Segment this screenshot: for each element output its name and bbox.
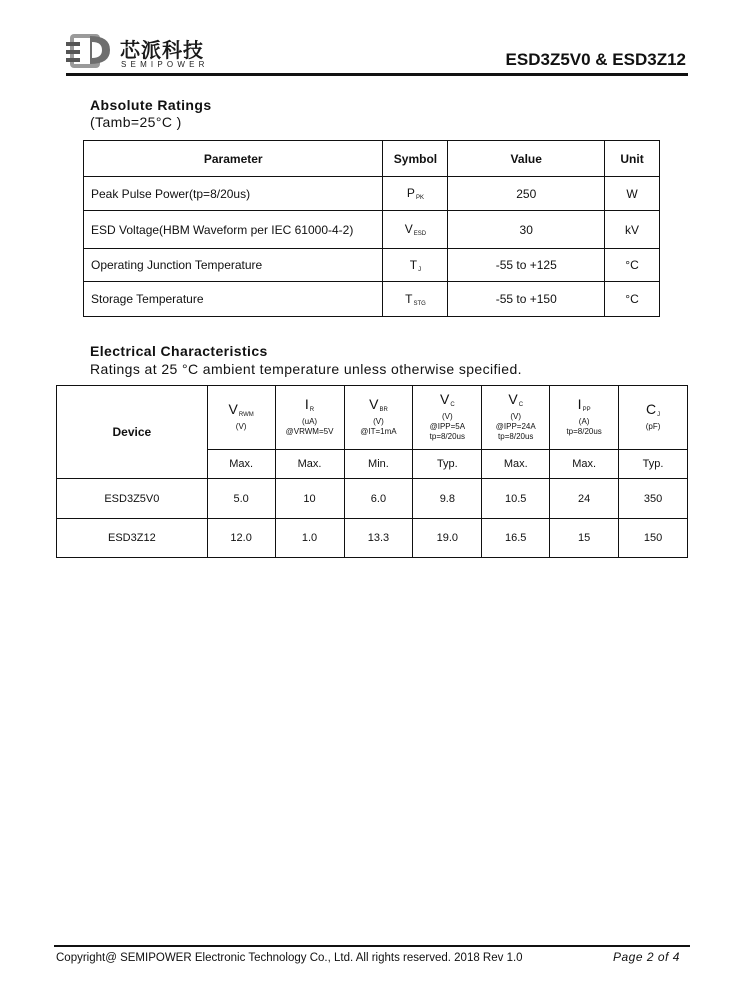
column-header: Value (448, 141, 605, 177)
symbol-cell: $P_{PK}$ (383, 177, 448, 211)
value-cell: -55 to +125 (448, 249, 605, 282)
limit-cell: Max. (482, 450, 550, 479)
param-header-vbr: $V_{BR}$ (V) @IT=1mA (344, 386, 413, 450)
table-row (84, 211, 660, 249)
value-cell: 30 (448, 211, 605, 249)
table-row (84, 177, 660, 211)
unit-cell: °C (605, 282, 660, 317)
value-cell: 19.0 (413, 519, 482, 558)
table-row (57, 519, 688, 558)
value-cell: 350 (619, 479, 688, 519)
electrical-characteristics-table (56, 385, 688, 558)
param-header-vrwm: $V_{RWM}$ (V) (207, 386, 275, 450)
param-header-ipp: $I_{PP}$ (A) tp=8/20us (550, 386, 619, 450)
document-title: ESD3Z5V0 & ESD3Z12 (505, 50, 686, 69)
column-header: Parameter (84, 141, 383, 177)
absolute-ratings-title: Absolute Ratings (90, 97, 212, 113)
brand-name-en: SEMIPOWER (121, 60, 209, 69)
parameter-cell: ESD Voltage(HBM Waveform per IEC 61000-4-2) (84, 211, 383, 249)
electrical-characteristics-title: Electrical Characteristics (90, 343, 268, 359)
value-cell: -55 to +150 (448, 282, 605, 317)
symbol-cell: $V_{ESD}$ (383, 211, 448, 249)
device-cell: ESD3Z5V0 (57, 479, 208, 519)
brand-name-cn: 芯派科技 (120, 38, 204, 62)
device-column-header: Device (57, 386, 208, 479)
param-header-ir: $I_R$ (uA) @VRWM=5V (275, 386, 344, 450)
limit-cell: Typ. (413, 450, 482, 479)
footer-divider (54, 945, 690, 947)
param-header-cj: $C_J$ (pF) (619, 386, 688, 450)
value-cell: 10 (275, 479, 344, 519)
param-header-vc-24a: $V_C$ (V) @IPP=24A tp=8/20us (482, 386, 550, 450)
table-header-row (84, 141, 660, 177)
value-cell: 250 (448, 177, 605, 211)
table-row (84, 249, 660, 282)
value-cell: 1.0 (275, 519, 344, 558)
value-cell: 12.0 (207, 519, 275, 558)
parameter-cell: Storage Temperature (84, 282, 383, 317)
unit-cell: kV (605, 211, 660, 249)
value-cell: 5.0 (207, 479, 275, 519)
unit-cell: °C (605, 249, 660, 282)
value-cell: 24 (550, 479, 619, 519)
limit-cell: Max. (550, 450, 619, 479)
table-row (84, 282, 660, 317)
value-cell: 10.5 (482, 479, 550, 519)
column-header: Unit (605, 141, 660, 177)
unit-cell: W (605, 177, 660, 211)
header-divider (66, 73, 688, 76)
absolute-ratings-table (83, 140, 660, 317)
absolute-ratings-subtitle: (Tamb=25°C ) (90, 114, 182, 130)
value-cell: 15 (550, 519, 619, 558)
electrical-characteristics-subtitle: Ratings at 25 °C ambient temperature unless otherwise specified. (90, 361, 522, 377)
value-cell: 6.0 (344, 479, 413, 519)
symbol-cell: $T_{STG}$ (383, 282, 448, 317)
page-number: Page 2 of 4 (613, 950, 680, 964)
value-cell: 9.8 (413, 479, 482, 519)
value-cell: 16.5 (482, 519, 550, 558)
parameter-cell: Operating Junction Temperature (84, 249, 383, 282)
copyright-notice: Copyright@ SEMIPOWER Electronic Technology Co., Ltd. All rights reserved. 2018 Rev 1.0 (56, 952, 523, 964)
limit-cell: Max. (275, 450, 344, 479)
limit-cell: Typ. (619, 450, 688, 479)
symbol-cell: $T_J$ (383, 249, 448, 282)
parameter-header-row (57, 386, 688, 450)
parameter-cell: Peak Pulse Power(tp=8/20us) (84, 177, 383, 211)
value-cell: 13.3 (344, 519, 413, 558)
value-cell: 150 (619, 519, 688, 558)
column-header: Symbol (383, 141, 448, 177)
semipower-logo (66, 28, 112, 72)
param-header-vc-5a: $V_C$ (V) @IPP=5A tp=8/20us (413, 386, 482, 450)
limit-cell: Min. (344, 450, 413, 479)
device-cell: ESD3Z12 (57, 519, 208, 558)
limit-cell: Max. (207, 450, 275, 479)
table-row (57, 479, 688, 519)
